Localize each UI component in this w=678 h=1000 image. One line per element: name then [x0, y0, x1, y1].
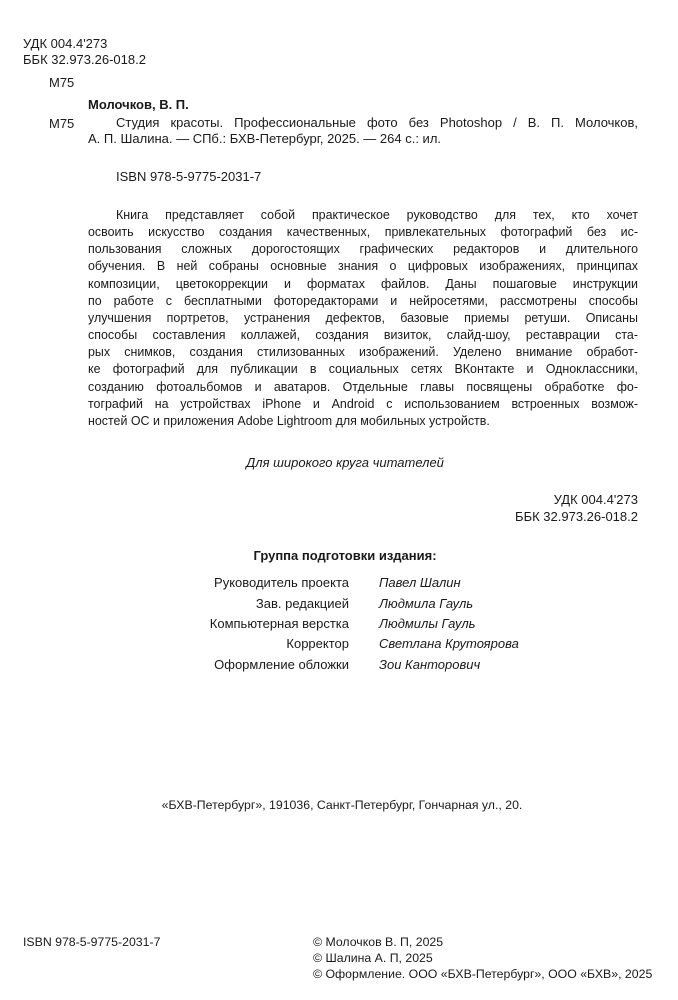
annotation-line: пользования сложных дорогостоящих графических редакторов и длительного [88, 242, 638, 257]
production-team-title: Группа подготовки издания: [253, 548, 437, 563]
staff-role: Корректор [286, 636, 349, 651]
copyright-line: © Шалина А. П, 2025 [313, 951, 433, 965]
udk-code: УДК 004.4'273 [23, 36, 108, 51]
annotation-line: обучения. В ней собраны основные знания о цифровых изображениях, принципах [88, 259, 638, 274]
annotation-line: созданию фотоальбомов и аватаров. Отдельные главы посвящены обработке фо- [88, 379, 638, 394]
staff-row [0, 616, 678, 634]
annotation-line: по работе с бесплатными фоторедакторами и нейросетями, рассмотрены способы [88, 293, 638, 308]
staff-name: Павел Шалин [379, 575, 461, 590]
staff-row [0, 596, 678, 614]
copyright-line: © Оформление. ООО «БХВ-Петербург», ООО «БХВ», 2025 [313, 967, 653, 981]
copyright-line: © Молочков В. П, 2025 [313, 935, 444, 949]
staff-role: Руководитель проекта [214, 575, 349, 590]
annotation-line: Книга представляет собой практическое руководство для тех, кто хочет [116, 208, 638, 222]
isbn: ISBN 978-5-9775-2031-7 [116, 169, 262, 184]
bbk-code-right: ББК 32.973.26-018.2 [515, 509, 638, 524]
annotation-line: освоить искусство создания качественных, привлекательных фотографий без ис- [88, 225, 638, 240]
annotation [88, 207, 638, 430]
publisher-address: «БХВ-Петербург», 191036, Санкт-Петербург, Гончарная ул., 20. [161, 798, 523, 812]
audience-note: Для широкого круга читателей [246, 455, 444, 470]
biblio-line: А. П. Шалина. — СПб.: БХВ-Петербург, 2025. — 264 с.: ил. [88, 131, 442, 146]
author-mark: М75 [49, 75, 75, 90]
staff-role: Компьютерная верстка [209, 616, 349, 631]
annotation-line: рых снимков, создания стилизованных изображений. Уделено внимание обработ- [88, 345, 638, 360]
staff-role: Оформление обложки [214, 657, 349, 672]
annotation-line: тографий на устройствах iPhone и Android с использованием встроенных возмож- [88, 396, 638, 411]
bibliographic-description [88, 115, 638, 147]
annotation-line: композиции, цветокоррекции и форматах файлов. Даны пошаговые инструкции [88, 276, 638, 291]
annotation-line: улучшения портретов, устранения дефектов, базовые приемы ретуши. Описаны [88, 310, 638, 325]
author-heading: Молочков, В. П. [88, 97, 189, 112]
staff-name: Зои Канторович [379, 657, 481, 672]
annotation-line: ке фотографий для публикации в социальных сетях ВКонтакте и Одноклассники, [88, 362, 638, 377]
staff-role: Зав. редакцией [255, 596, 349, 611]
udk-code-right: УДК 004.4'273 [553, 492, 638, 507]
bbk-code: ББК 32.973.26-018.2 [23, 52, 146, 67]
annotation-line: ностей ОС и приложения Adobe Lightroom для мобильных устройств. [88, 413, 490, 428]
staff-row [0, 657, 678, 675]
annotation-line: способы составления коллажей, создания визиток, слайд-шоу, реставрации ста- [88, 328, 638, 343]
biblio-line: Студия красоты. Профессиональные фото без Photoshop / В. П. Молочков, [116, 115, 638, 130]
staff-row [0, 575, 678, 593]
staff-name: Людмила Гауль [379, 596, 474, 611]
author-mark-side: М75 [49, 116, 75, 131]
staff-name: Светлана Крутоярова [379, 636, 519, 651]
copyright-block [313, 934, 652, 982]
isbn-footer: ISBN 978-5-9775-2031-7 [23, 935, 161, 949]
staff-row [0, 636, 678, 654]
staff-name: Людмилы Гауль [379, 616, 476, 631]
